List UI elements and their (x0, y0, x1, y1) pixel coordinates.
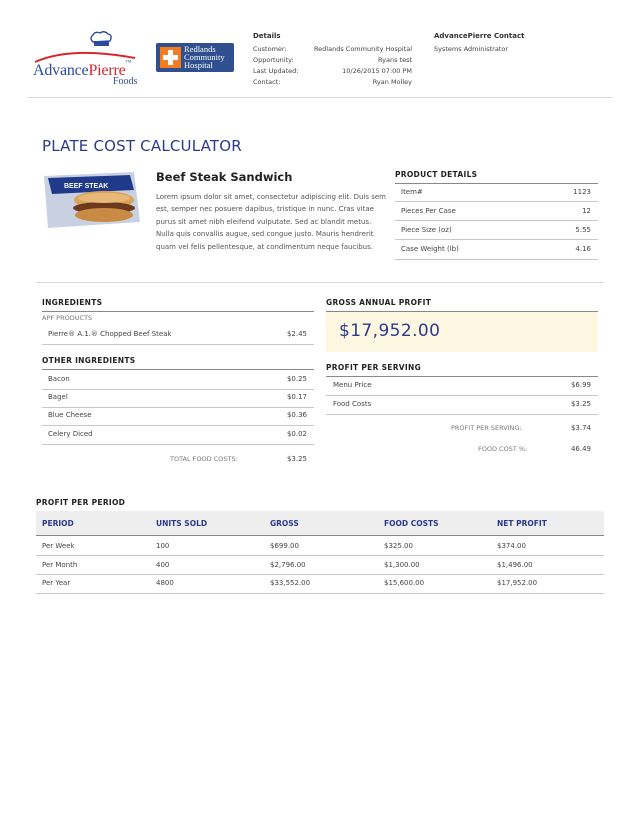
redlands-hospital-logo (156, 43, 234, 72)
food-costs-cell: $1,300.00 (384, 561, 420, 569)
other-ingredient-name: Celery Diced (48, 430, 93, 438)
divider (36, 593, 604, 594)
product-name: Beef Steak Sandwich (156, 170, 293, 184)
profit-per-period-heading: PROFIT PER PERIOD (36, 498, 126, 507)
other-ingredient-name: Blue Cheese (48, 411, 92, 419)
net-profit-cell: $17,952.00 (497, 579, 538, 587)
contact-value: Ryan Molley (372, 78, 412, 86)
swoosh-icon (31, 48, 141, 64)
gross-annual-profit-value: $17,952.00 (339, 321, 441, 341)
menu-price-value: $6.99 (570, 381, 591, 389)
other-ingredient-cost: $0.36 (286, 411, 307, 419)
divider (36, 574, 604, 575)
opportunity-value: Ryans test (377, 56, 412, 64)
gross-cell: $33,552.00 (270, 579, 311, 587)
product-details-heading: PRODUCT DETAILS (395, 170, 478, 179)
pieces-per-case-label: Pieces Per Case (401, 207, 456, 215)
units-sold-cell: 4800 (156, 579, 174, 587)
ingredients-heading: INGREDIENTS (42, 298, 103, 307)
item-number-label: Item# (401, 188, 423, 196)
profit-per-serving-summary-value: $3.74 (570, 424, 591, 432)
gross-annual-profit-box (326, 312, 598, 352)
opportunity-label: Opportunity: (253, 56, 294, 64)
header-divider (28, 97, 612, 98)
other-ingredient-cost: $0.02 (286, 430, 307, 438)
total-food-costs-label: TOTAL FOOD COSTS: (170, 455, 238, 463)
pieces-per-case-value: 12 (582, 207, 591, 215)
divider (42, 369, 314, 370)
other-ingredient-name: Bagel (48, 393, 68, 401)
ingredient-name: Pierre® A.1.® Chopped Beef Steak (48, 330, 172, 338)
divider (36, 555, 604, 556)
last-updated-label: Last Updated: (253, 67, 299, 75)
hospital-cross-icon (160, 47, 181, 68)
item-number-value: 1123 (573, 188, 591, 196)
divider (395, 259, 598, 260)
divider (395, 239, 598, 240)
column-header-units-sold: UNITS SOLD (156, 519, 208, 528)
divider (395, 201, 598, 202)
net-profit-cell: $1,496.00 (497, 561, 533, 569)
last-updated-value: 10/26/2015 07:00 PM (342, 67, 412, 75)
period-cell: Per Month (42, 561, 78, 569)
divider (395, 183, 598, 184)
advancepierre-contact-heading: AdvancePierre Contact (434, 32, 525, 40)
divider (326, 376, 598, 377)
gross-cell: $699.00 (270, 542, 299, 550)
food-costs-cell: $15,600.00 (384, 579, 425, 587)
column-header-period: PERIOD (42, 519, 74, 528)
food-costs-cell: $325.00 (384, 542, 413, 550)
details-heading: Details (253, 32, 281, 40)
column-header-gross: GROSS (270, 519, 299, 528)
units-sold-cell: 400 (156, 561, 170, 569)
profit-per-serving-heading: PROFIT PER SERVING (326, 363, 422, 372)
other-ingredient-name: Bacon (48, 375, 70, 383)
chef-hat-icon (88, 30, 114, 48)
piece-size-label: Piece Size (oz) (401, 226, 452, 234)
divider (42, 444, 314, 445)
divider (36, 535, 604, 536)
advancepierre-contact-value: Systems Administrator (434, 45, 509, 53)
food-cost-percent-label: FOOD COST %: (478, 445, 528, 453)
divider (42, 344, 314, 345)
hospital-name: Redlands Community Hospital (184, 44, 225, 70)
food-cost-percent-value: 46.49 (570, 445, 591, 453)
menu-price-label: Menu Price (333, 381, 372, 389)
gross-cell: $2,796.00 (270, 561, 306, 569)
page-title: PLATE COST CALCULATOR (42, 137, 242, 155)
product-image (42, 170, 142, 232)
gross-annual-profit-heading: GROSS ANNUAL PROFIT (326, 298, 432, 307)
divider (42, 389, 314, 390)
other-ingredient-cost: $0.25 (286, 375, 307, 383)
divider (326, 395, 598, 396)
customer-label: Customer: (253, 45, 287, 53)
case-weight-label: Case Weight (lb) (401, 245, 459, 253)
other-ingredient-cost: $0.17 (286, 393, 307, 401)
svg-text:BEEF STEAK: BEEF STEAK (64, 183, 109, 190)
column-header-food-costs: FOOD COSTS (384, 519, 439, 528)
customer-value: Redlands Community Hospital (313, 45, 412, 53)
other-ingredients-heading: OTHER INGREDIENTS (42, 356, 136, 365)
profit-per-serving-summary-label: PROFIT PER SERVING: (451, 424, 522, 432)
brand-wordmark: AdvancePierre™ (33, 60, 132, 79)
period-cell: Per Week (42, 542, 75, 550)
product-description: Lorem ipsum dolor sit amet, consectetur adipiscing elit. Duis sem est, semper nec posuere dapibus, tristique in nunc. Cras vitae purus sit amet nibh eleifend vulputate. Sed ac blandit metus. Nulla quis convallis augue, sed congue justo. Mauris hendrerit quam vel felis pellentesque, at condimentum neque faucibus. (156, 193, 387, 251)
food-costs-value: $3.25 (570, 400, 591, 408)
section-divider (36, 282, 604, 283)
piece-size-value: 5.55 (575, 226, 591, 234)
column-header-net-profit: NET PROFIT (497, 519, 547, 528)
period-cell: Per Year (42, 579, 71, 587)
ingredient-cost: $2.45 (286, 330, 307, 338)
brand-foods-label: Foods (113, 76, 138, 87)
contact-label: Contact: (253, 78, 281, 86)
food-costs-label: Food Costs (333, 400, 372, 408)
divider (42, 425, 314, 426)
divider (42, 407, 314, 408)
divider (395, 220, 598, 221)
divider (326, 414, 598, 415)
apf-products-label: APF PRODUCTS (42, 314, 93, 322)
divider (42, 311, 314, 312)
case-weight-value: 4.16 (575, 245, 591, 253)
units-sold-cell: 100 (156, 542, 170, 550)
net-profit-cell: $374.00 (497, 542, 526, 550)
total-food-costs-value: $3.25 (286, 455, 307, 463)
